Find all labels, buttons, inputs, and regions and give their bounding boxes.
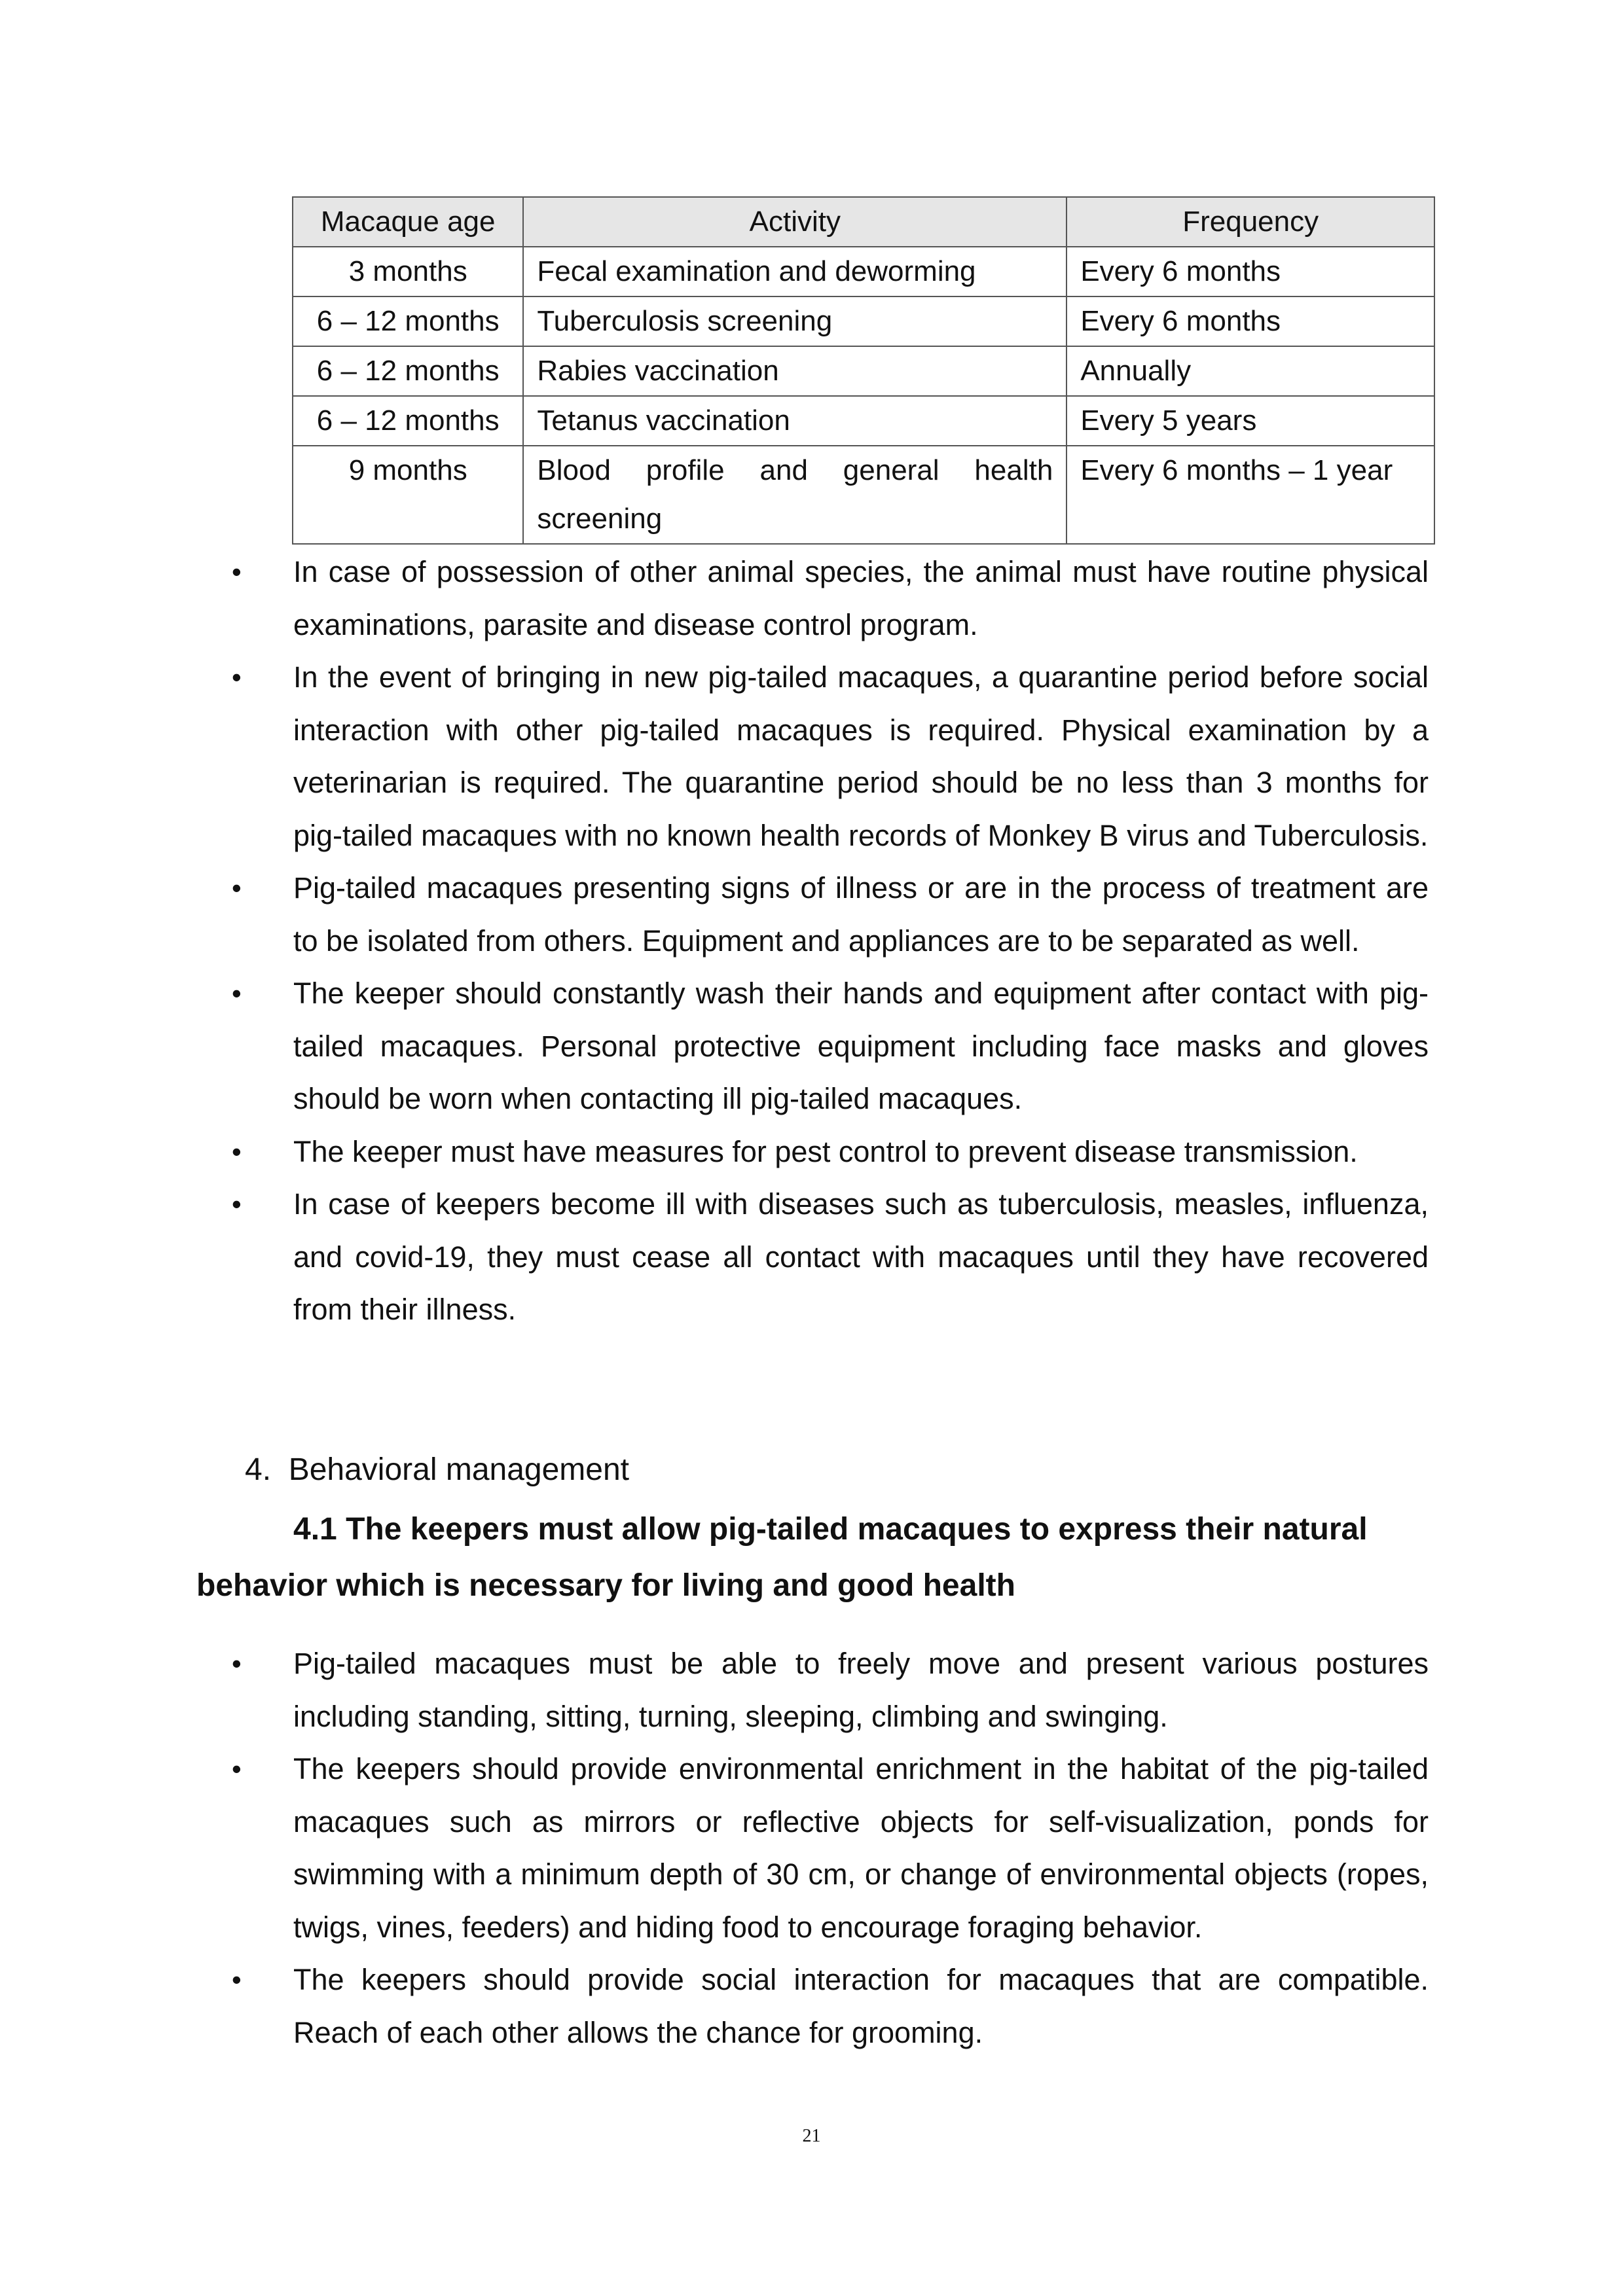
section-number: 4. <box>245 1452 272 1487</box>
list-item-text: Pig-tailed macaques presenting signs of illness or are in the process of treatment are to be isolated from others. Equipment and appliances are to be separated as well. <box>293 871 1429 958</box>
cell-frequency: Every 6 months <box>1067 296 1434 346</box>
list-item <box>232 651 1429 862</box>
cell-age: 6 – 12 months <box>293 296 523 346</box>
cell-age: 3 months <box>293 247 523 296</box>
section-title: Behavioral management <box>288 1452 630 1487</box>
list-item <box>232 1954 1429 2059</box>
bullet-icon: • <box>232 1136 242 1167</box>
table-row <box>293 396 1434 446</box>
header-macaque-age: Macaque age <box>293 197 523 247</box>
list-item <box>232 967 1429 1126</box>
bullet-icon: • <box>232 1648 242 1679</box>
list-item <box>232 1638 1429 1743</box>
section-heading <box>245 1444 629 1496</box>
table-row <box>293 446 1434 544</box>
page-number: 21 <box>802 2126 821 2146</box>
cell-frequency: Annually <box>1067 346 1434 396</box>
cell-frequency: Every 6 months – 1 year <box>1067 446 1434 544</box>
list-item-text: The keepers should provide environmental enrichment in the habitat of the pig-tailed macaques such as mirrors or reflective objects for self-visualization, ponds for swimming with a minimum depth of 30 cm, or change of environmental objects (ropes, twigs, vines, feeders) and hiding food to encourage foraging behavior. <box>293 1752 1429 1944</box>
header-frequency: Frequency <box>1067 197 1434 247</box>
cell-activity: Rabies vaccination <box>523 346 1067 396</box>
list-item-text: The keeper should constantly wash their hands and equipment after contact with pig-tailed macaques. Personal protective equipment including face masks and gloves should be worn when contacting ill pig-tailed macaques. <box>293 977 1429 1115</box>
list-item-text: In case of possession of other animal species, the animal must have routine physical examinations, parasite and disease control program. <box>293 555 1429 641</box>
cell-activity: Blood profile and general health screening <box>523 446 1067 544</box>
bullet-icon: • <box>232 662 242 692</box>
list-item <box>232 862 1429 967</box>
bullet-icon: • <box>232 1964 242 1995</box>
list-item-text: The keeper must have measures for pest control to prevent disease transmission. <box>293 1134 1358 1168</box>
bullet-icon: • <box>232 872 242 903</box>
bullet-icon: • <box>232 1753 242 1784</box>
health-bullet-list <box>0 546 1623 1336</box>
bullet-icon: • <box>232 1189 242 1219</box>
bullet-icon: • <box>232 556 242 587</box>
bullet-icon: • <box>232 978 242 1009</box>
table-row <box>293 296 1434 346</box>
cell-age: 6 – 12 months <box>293 346 523 396</box>
list-item <box>232 546 1429 651</box>
cell-age: 6 – 12 months <box>293 396 523 446</box>
list-item <box>232 1743 1429 1954</box>
list-item-text: The keepers should provide social interaction for macaques that are compatible. Reach of each other allows the chance for grooming. <box>293 1963 1429 2049</box>
table-row <box>293 346 1434 396</box>
table-row <box>293 247 1434 296</box>
list-item-text: In case of keepers become ill with diseases such as tuberculosis, measles, influenza, and covid-19, they must cease all contact with macaques until they have recovered from their illness. <box>293 1187 1429 1326</box>
list-item <box>232 1178 1429 1336</box>
cell-frequency: Every 5 years <box>1067 396 1434 446</box>
list-item-text: In the event of bringing in new pig-tailed macaques, a quarantine period before social interaction with other pig-tailed macaques is required. Physical examination by a veterinarian is required. The quarantine period should be no less than 3 months for pig-tailed macaques with no known health records of Monkey B virus and Tuberculosis. <box>293 660 1429 852</box>
subsection-heading: 4.1 The keepers must allow pig-tailed macaques to express their natural behavior which is necessary for living and good health <box>196 1512 1368 1603</box>
cell-activity: Tetanus vaccination <box>523 396 1067 446</box>
header-activity: Activity <box>523 197 1067 247</box>
cell-age: 9 months <box>293 446 523 544</box>
cell-activity: Tuberculosis screening <box>523 296 1067 346</box>
cell-frequency: Every 6 months <box>1067 247 1434 296</box>
cell-activity: Fecal examination and deworming <box>523 247 1067 296</box>
health-schedule-table <box>292 196 1435 545</box>
behavior-bullet-list <box>0 1638 1623 2059</box>
list-item-text: Pig-tailed macaques must be able to freely move and present various postures including standing, sitting, turning, sleeping, climbing and swinging. <box>293 1647 1429 1733</box>
table-header-row <box>293 197 1434 247</box>
list-item <box>232 1126 1429 1179</box>
